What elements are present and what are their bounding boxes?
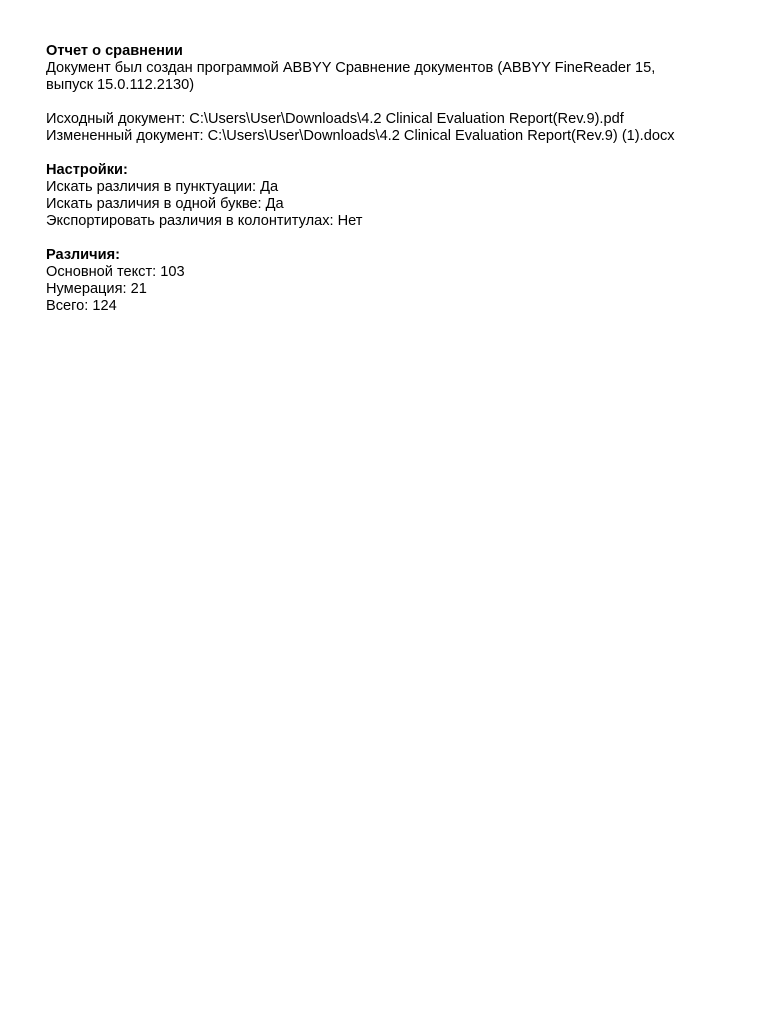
comparison-report [46, 43, 746, 315]
created-by-line-1: Документ был создан программой ABBYY Сравнение документов (ABBYY FineReader 15, [46, 60, 656, 76]
source-document-path: Исходный документ: C:\Users\User\Downloads\4.2 Clinical Evaluation Report(Rev.9).pdf [46, 111, 624, 127]
settings-heading: Настройки: [46, 162, 128, 178]
differences-numbering: Нумерация: 21 [46, 281, 147, 297]
created-by-line-2: выпуск 15.0.112.2130) [46, 77, 195, 93]
settings-section [46, 162, 746, 230]
differences-main-text: Основной текст: 103 [46, 264, 185, 280]
differences-total: Всего: 124 [46, 298, 117, 314]
differences-section [46, 247, 746, 315]
setting-single-letter: Искать различия в одной букве: Да [46, 196, 284, 212]
spacer [46, 145, 746, 162]
spacer [46, 94, 746, 111]
differences-heading: Различия: [46, 247, 120, 263]
setting-punctuation: Искать различия в пунктуации: Да [46, 179, 279, 195]
modified-document-path: Измененный документ: C:\Users\User\Downloads\4.2 Clinical Evaluation Report(Rev.9) (1).docx [46, 128, 675, 144]
spacer [46, 230, 746, 247]
setting-headers-footers: Экспортировать различия в колонтитулах: Нет [46, 213, 363, 229]
report-title: Отчет о сравнении [46, 43, 183, 59]
